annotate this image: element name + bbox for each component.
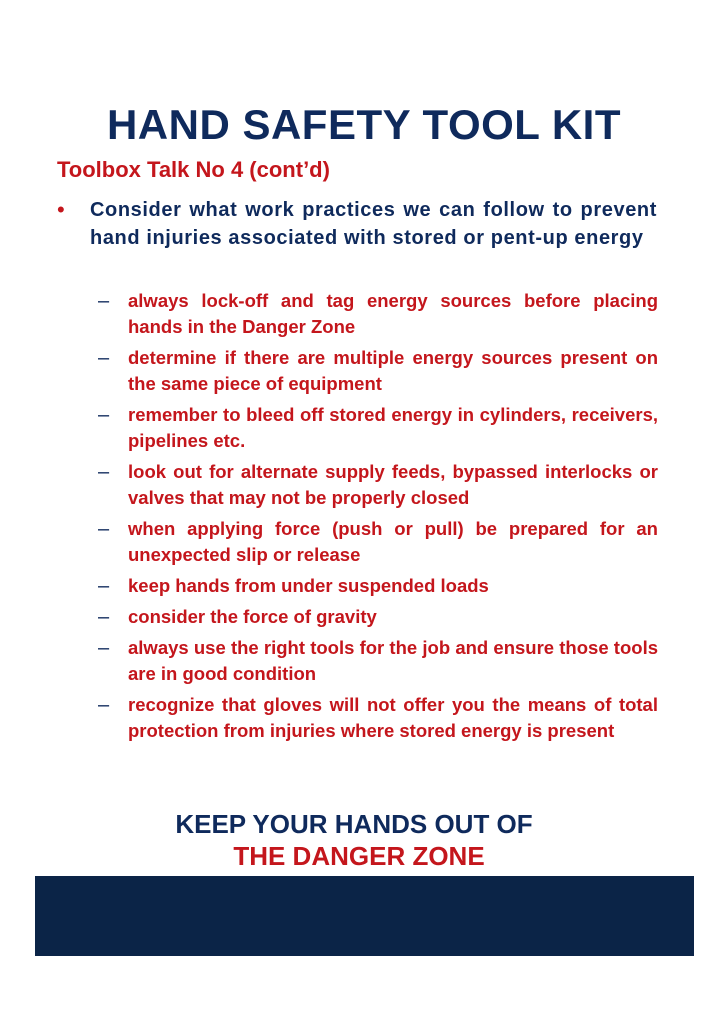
list-item xyxy=(98,345,658,397)
list-item xyxy=(98,692,658,744)
call-to-action xyxy=(0,808,728,872)
sub-item-list xyxy=(98,288,658,749)
list-item xyxy=(98,635,658,687)
dash-marker: – xyxy=(98,575,110,597)
bullet-marker: • xyxy=(57,197,65,222)
list-item-text: when applying force (push or pull) be prepared for an unexpected slip or release xyxy=(128,518,658,565)
list-item-text: determine if there are multiple energy sources present on the same piece of equipment xyxy=(128,347,658,394)
dash-marker: – xyxy=(98,518,110,540)
list-item xyxy=(98,288,658,340)
dash-marker: – xyxy=(98,606,110,628)
list-item xyxy=(98,459,658,511)
list-item-text: recognize that gloves will not offer you the means of total protection from injuries where stored energy is present xyxy=(128,694,658,741)
dash-marker: – xyxy=(98,404,110,426)
dash-marker: – xyxy=(98,461,110,483)
list-item-text: always lock-off and tag energy sources before placing hands in the Danger Zone xyxy=(128,290,658,337)
cta-line-2: THE DANGER ZONE xyxy=(233,841,485,871)
dash-marker: – xyxy=(98,694,110,716)
main-bullet xyxy=(57,196,657,252)
list-item xyxy=(98,604,658,630)
subtitle: Toolbox Talk No 4 (cont’d) xyxy=(57,157,330,182)
dash-marker: – xyxy=(98,347,110,369)
list-item xyxy=(98,573,658,599)
bullet-text: Consider what work practices we can follow to prevent hand injuries associated with stored or pent-up energy xyxy=(90,199,657,249)
dash-marker: – xyxy=(98,637,110,659)
footer-band xyxy=(35,876,694,956)
list-item-text: keep hands from under suspended loads xyxy=(128,575,489,596)
cta-line-1: KEEP YOUR HANDS OUT OF xyxy=(175,809,533,839)
list-item-text: consider the force of gravity xyxy=(128,606,377,627)
list-item-text: look out for alternate supply feeds, bypassed interlocks or valves that may not be properly closed xyxy=(128,461,658,508)
list-item-text: always use the right tools for the job and ensure those tools are in good condition xyxy=(128,637,658,684)
dash-marker: – xyxy=(98,290,110,312)
list-item-text: remember to bleed off stored energy in cylinders, receivers, pipelines etc. xyxy=(128,404,658,451)
list-item xyxy=(98,516,658,568)
page-title: HAND SAFETY TOOL KIT xyxy=(106,101,622,148)
list-item xyxy=(98,402,658,454)
